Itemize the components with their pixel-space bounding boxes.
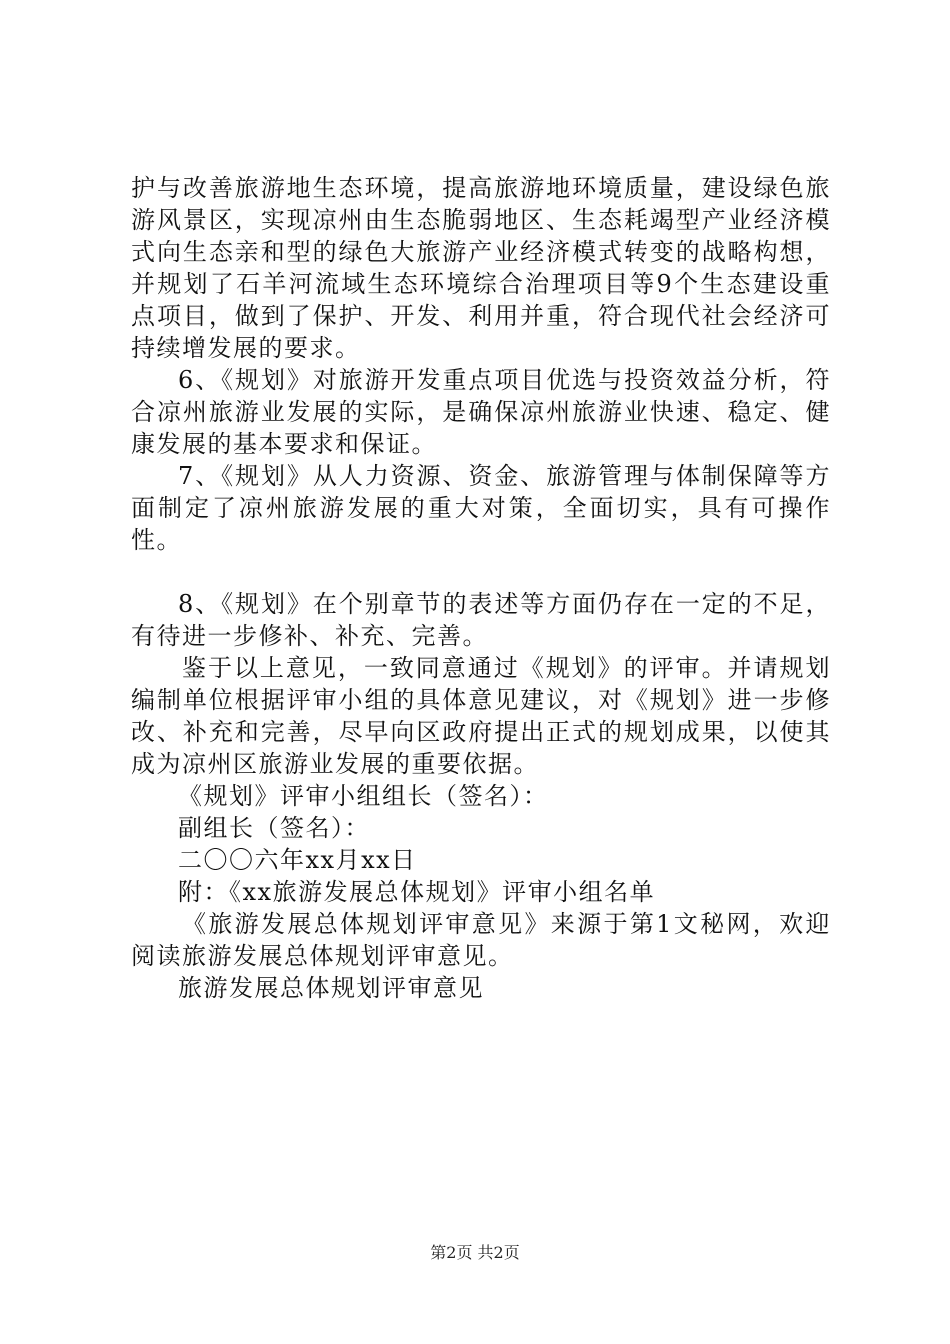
document-date: 二〇〇六年xx月xx日 [178, 846, 417, 874]
document-body [131, 172, 831, 1004]
paragraph-eco-environment: 护与改善旅游地生态环境，提高旅游地环境质量，建设绿色旅游风景区，实现凉州由生态脆弱地区、生态耗竭型产业经济模式向生态亲和型的绿色大旅游产业经济模式转变的战略构想，并规划了石羊河流域生态环境综合治理项目等9个生态建设重点项目，做到了保护、开发、利用并重，符合现代社会经济可持续增发展的要求。 [131, 174, 831, 362]
paragraph-item-7: 7、《规划》从人力资源、资金、旅游管理与体制保障等方面制定了凉州旅游发展的重大对策，全面切实，具有可操作性。 [131, 462, 831, 554]
attachment-note: 附：《xx旅游发展总体规划》评审小组名单 [178, 878, 656, 906]
paragraph-item-8: 8、《规划》在个别章节的表述等方面仍存在一定的不足，有待进一步修补、补充、完善。 [131, 590, 831, 650]
paragraph-item-6: 6、《规划》对旅游开发重点项目优选与投资效益分析，符合凉州旅游业发展的实际，是确保凉州旅游业快速、稳定、健康发展的基本要求和保证。 [131, 366, 831, 458]
page-number-footer: 第2页 共2页 [430, 1243, 520, 1262]
signature-deputy: 副组长（签名）： [178, 814, 370, 842]
source-note: 《旅游发展总体规划评审意见》来源于第1文秘网，欢迎阅读旅游发展总体规划评审意见。 [131, 910, 831, 970]
signature-leader: 《规划》评审小组组长（签名）： [178, 782, 549, 810]
paragraph-conclusion: 鉴于以上意见，一致同意通过《规划》的评审。并请规划编制单位根据评审小组的具体意见建议，对《规划》进一步修改、补充和完善，尽早向区政府提出正式的规划成果，以使其成为凉州区旅游业发展的重要依据。 [131, 654, 831, 778]
closing-title: 旅游发展总体规划评审意见 [178, 974, 484, 1002]
